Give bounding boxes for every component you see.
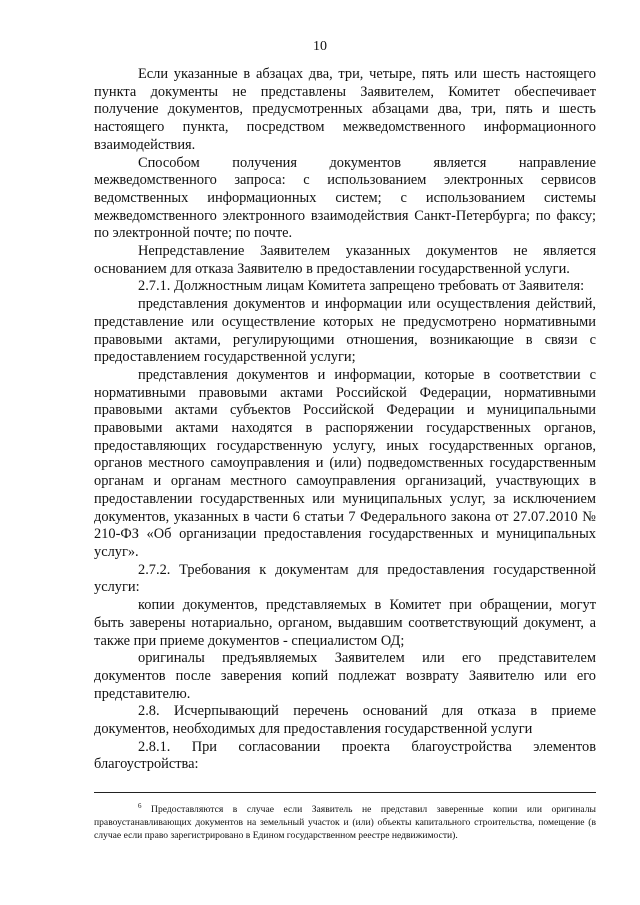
- body-text: [94, 66, 596, 774]
- paragraph: копии документов, представляемых в Комитет при обращении, могут быть заверены нотариально, органом, выдавшим соответствующий документ, а также при приеме документов - специалистом ОД;: [94, 597, 596, 649]
- paragraph: 2.8.1. При согласовании проекта благоустройства элементов благоустройства:: [94, 738, 596, 773]
- page-number: 10: [313, 39, 327, 54]
- paragraph: 2.7.1. Должностным лицам Комитета запрещено требовать от Заявителя:: [138, 278, 585, 295]
- paragraph: Способом получения документов является направление межведомственного запроса: с использованием электронных сервисов ведомственных информационных систем; с использованием системы межведомственного электронного взаимодействия Санкт-Петербурга; по факсу; по электронной почте; по почте.: [94, 154, 596, 242]
- paragraph: Если указанные в абзацах два, три, четыре, пять или шесть настоящего пункта документы не представлены Заявителем, Комитет обеспечивает получение документов, предусмотренных абзацами два, три, пять и шесть настоящего пункта, посредством межведомственного информационного взаимодействия.: [94, 66, 596, 153]
- paragraph: представления документов и информации или осуществления действий, представление или осуществление которых не предусмотрено нормативными правовыми актами, регулирующими отношения, возникающие в связи с предоставлением государственной услуги;: [94, 296, 596, 366]
- footnote: [94, 800, 596, 842]
- paragraph: 2.7.2. Требования к документам для предоставления государственной услуги:: [94, 561, 596, 596]
- paragraph: оригиналы предъявляемых Заявителем или его представителем документов после заверения копий подлежат возврату Заявителю или его представителю.: [94, 650, 596, 702]
- footnote-text: Предоставляются в случае если Заявитель не представил заверенные копии или оригиналы правоустанавливающих документов на земельный участок и (или) объекты капитального строительства, помещение (в случае если право зарегистрировано в Едином государственном реестре недвижимости).: [94, 804, 596, 842]
- paragraph: Непредставление Заявителем указанных документов не является основанием для отказа Заявителю в предоставлении государственной услуги.: [94, 243, 596, 277]
- paragraph: представления документов и информации, которые в соответствии с нормативными правовыми актами Российской Федерации, нормативными правовыми актами субъектов Российской Федерации и муниципальными правовыми актами находятся в распоряжении государственных органов, предоставляющих государственную услугу, иных государственных органов, органов местного самоуправления и (или) подведомственных государственным органам и органам местного самоуправления организаций, участвующих в предоставлении государственных или муниципальных услуг, за исключением документов, указанных в части 6 статьи 7 Федерального закона от 27.07.2010 № 210-ФЗ «Об организации предоставления государственных и муниципальных услуг».: [94, 366, 596, 560]
- paragraph: 2.8. Исчерпывающий перечень оснований для отказа в приеме документов, необходимых для предоставления государственной услуги: [94, 703, 596, 738]
- footnote-marker: 6: [138, 802, 142, 810]
- footnote-separator: [94, 792, 596, 793]
